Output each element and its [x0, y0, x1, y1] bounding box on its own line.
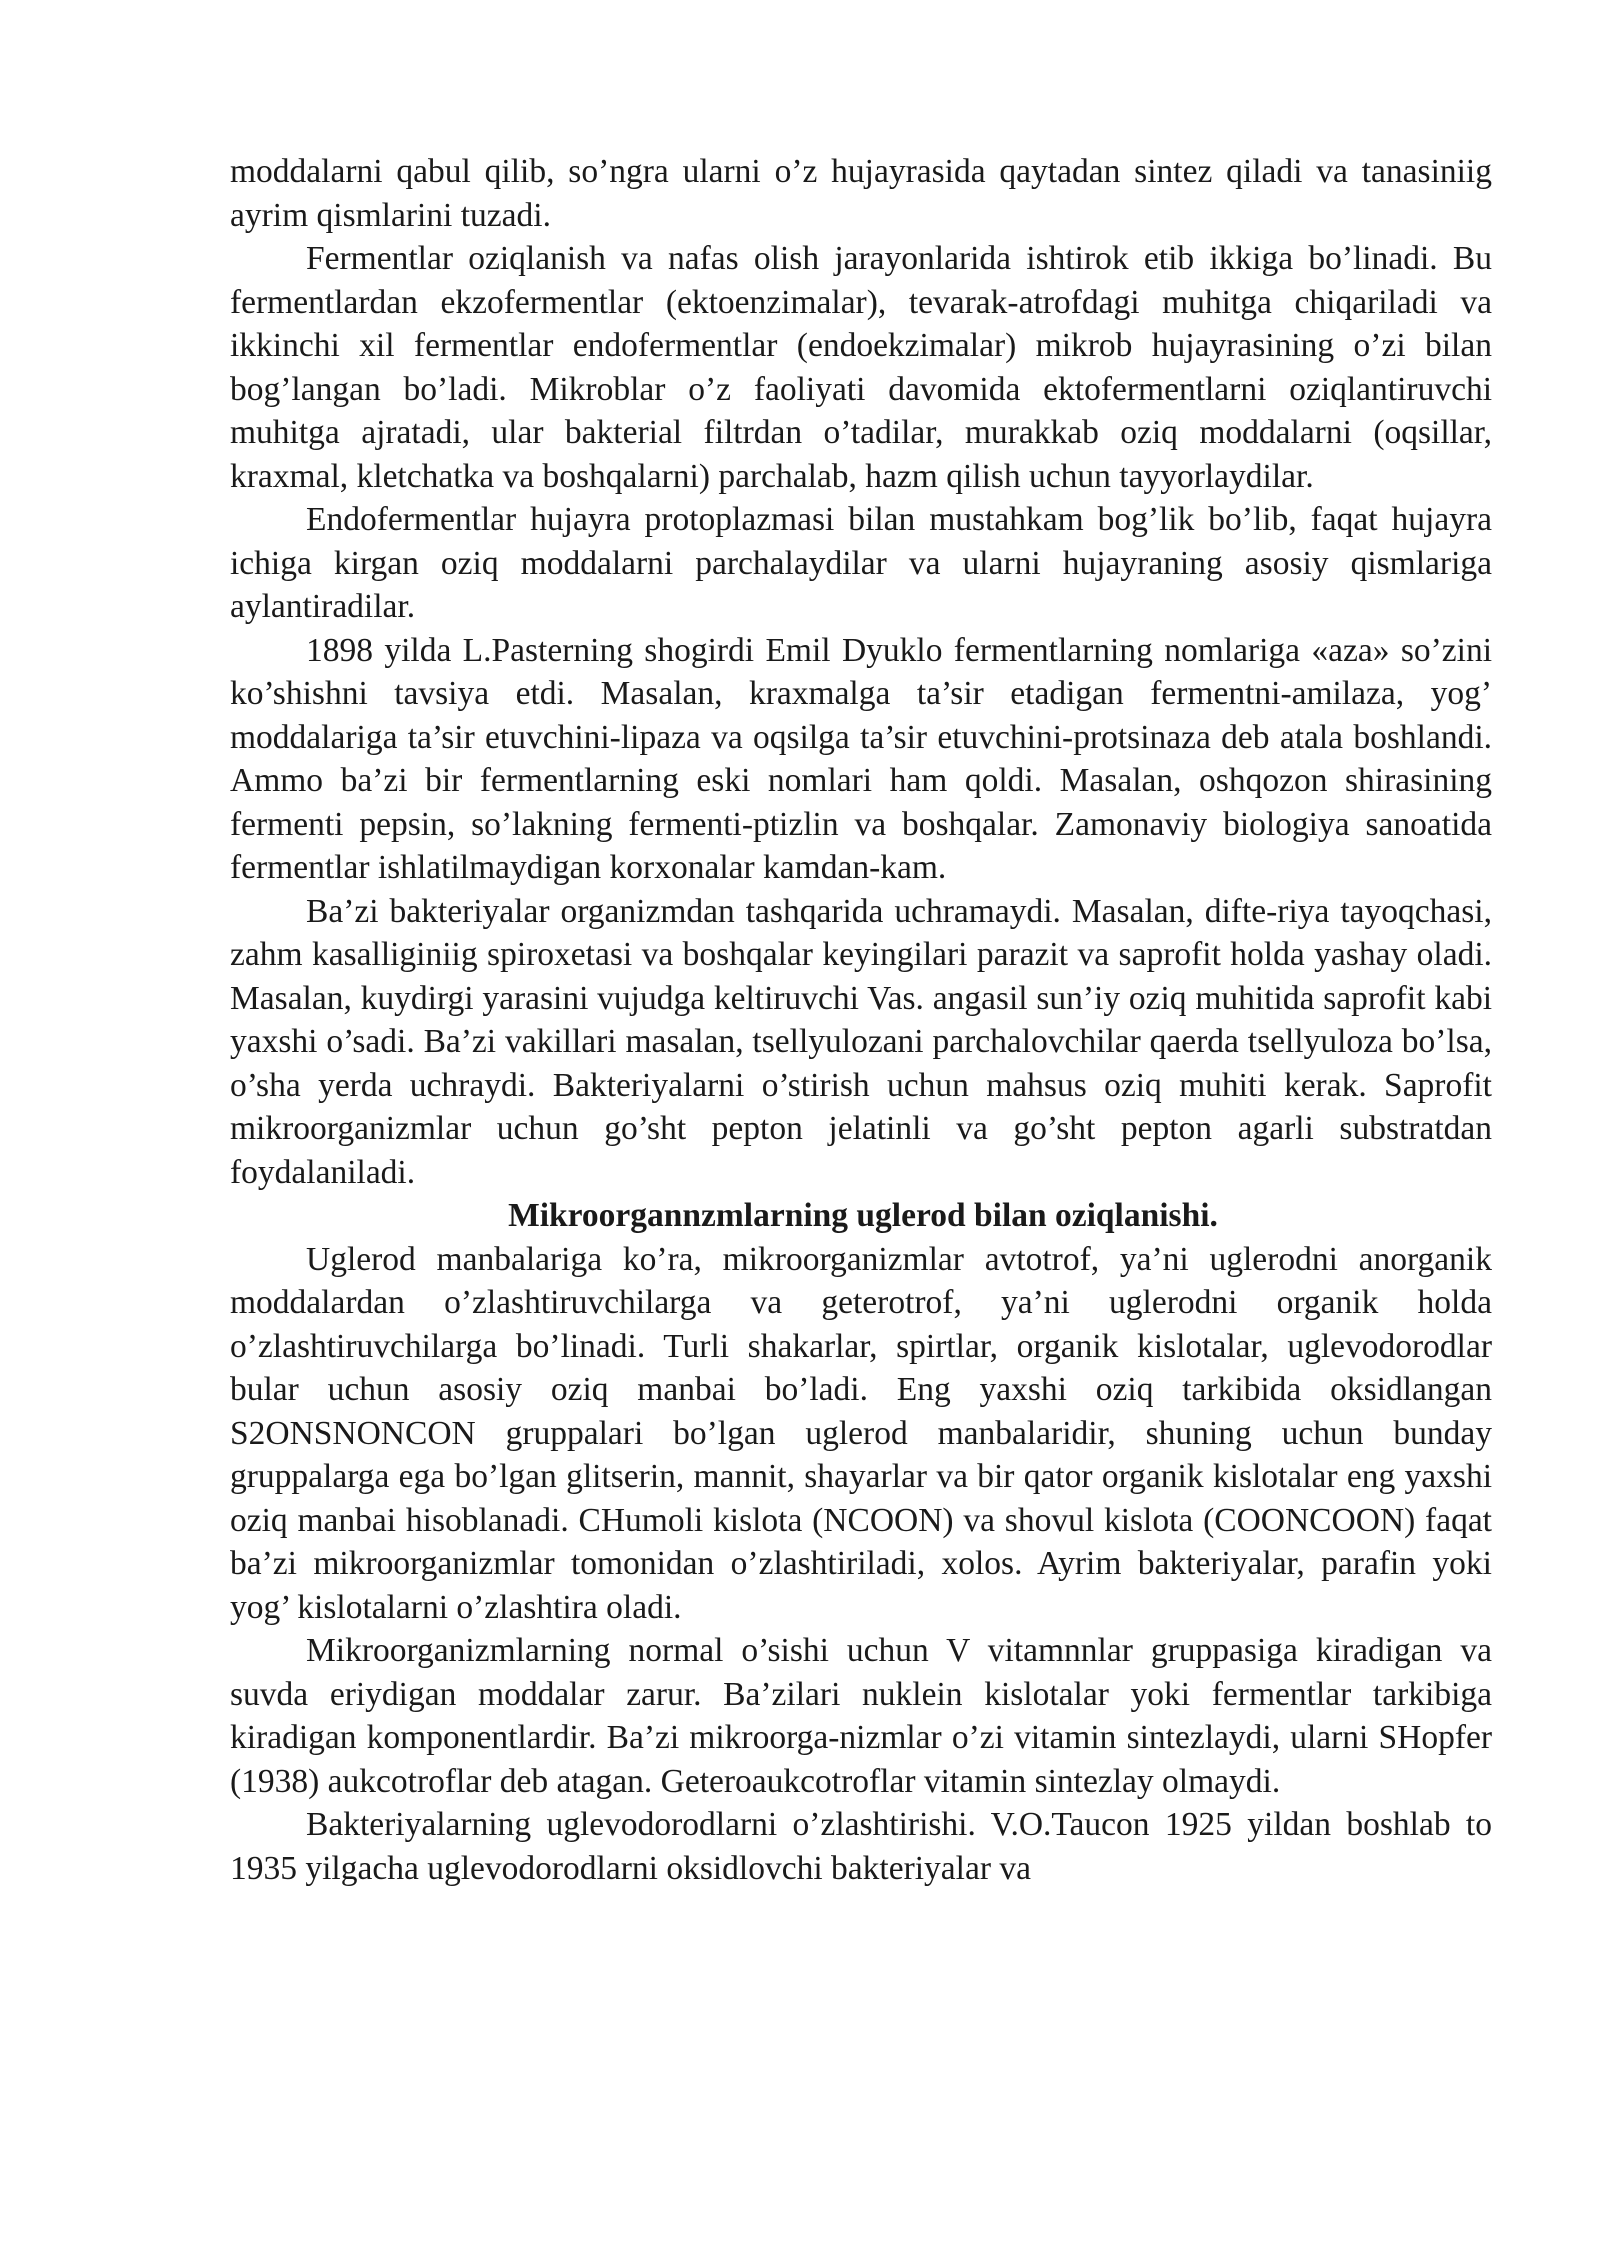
- paragraph-endofermentlar: Endofermentlar hujayra protoplazmasi bilan mustahkam bog’lik bo’lib, faqat hujayra ichiga kirgan oziq moddalarni parchalaydilar va ularni hujayraning asosiy qismlariga aylantiradilar.: [230, 501, 1492, 625]
- document-page: [230, 150, 1492, 1890]
- paragraph-vitaminlar: Mikroorganizmlarning normal o’sishi uchun V vitamnnlar gruppasiga kiradigan va suvda eriydigan moddalar zarur. Ba’zilari nuklein kislotalar yoki fermentlar tarkibiga kiradigan komponentlardir. Ba’zi mikroorga-nizmlar o’zi vitamin sintezlaydi, ularni SHopfer (1938) aukcotroflar deb atagan. Geteroaukcotroflar vitamin sintezlay olmaydi.: [230, 1632, 1492, 1800]
- section-heading: Mikroorgannzmlarning uglerod bilan oziqlanishi.: [508, 1197, 1218, 1234]
- paragraph-dyuklo: 1898 yilda L.Pasterning shogirdi Emil Dyuklo fermentlarning nomlariga «aza» so’zini ko’shishni tavsiya etdi. Masalan, kraxmalga ta’sir etadigan fermentni-amilaza, yog’ moddalariga ta’sir etuvchini-lipaza va oqsilga ta’sir etuvchini-protsinaza deb atala boshlandi. Ammo ba’zi bir fermentlarning eski nomlari ham qoldi. Masalan, oshqozon shirasining fermenti pepsin, so’lakning fermenti-ptizlin va boshqalar. Zamonaviy biologiya sanoatida fermentlar ishlatilmaydigan korxonalar kamdan-kam.: [230, 631, 1492, 886]
- paragraph-uglerod: Uglerod manbalariga ko’ra, mikroorganizmlar avtotrof, ya’ni uglerodni anorganik moddalardan o’zlashtiruvchilarga va geterotrof, ya’ni uglerodni organik holda o’zlashtiruvchilarga bo’linadi. Turli shakarlar, spirtlar, organik kislotalar, uglevodorodlar bular uchun asosiy oziq manbai bo’ladi. Eng yaxshi oziq tarkibida oksidlangan S2ONSNONCON gruppalari bo’lgan uglerod manbalaridir, shuning uchun bunday gruppalarga ega bo’lgan glitserin, mannit, shayarlar va bir qator organik kislotalar eng yaxshi oziq manbai hisoblanadi. CHumoli kislota (NCOON) va shovul kislota (COONCOON) faqat ba’zi mikroorganizmlar tomonidan o’zlashtiriladi, xolos. Ayrim bakteriyalar, parafin yoki yog’ kislotalarni o’zlashtira oladi.: [230, 1240, 1492, 1626]
- paragraph-uglevodorodlar: Bakteriyalarning uglevodorodlarni o’zlashtirishi. V.O.Taucon 1925 yildan boshlab to 1935 yilgacha uglevodorodlarni oksidlovchi bakteriyalar va: [230, 1806, 1492, 1887]
- paragraph-continuation: moddalarni qabul qilib, so’ngra ularni o’z hujayrasida qaytadan sintez qiladi va tanasiniig ayrim qismlarini tuzadi.: [230, 153, 1492, 234]
- paragraph-bakteriyalar: Ba’zi bakteriyalar organizmdan tashqarida uchramaydi. Masalan, difte-riya tayoqchasi, zahm kasalliginiig spiroxetasi va boshqalar keyingilari parazit va saprofit holda yashay oladi. Masalan, kuydirgi yarasini vujudga keltiruvchi Vas. angasil sun’iy oziq muhitida saprofit kabi yaxshi o’sadi. Ba’zi vakillari masalan, tsellyulozani parchalovchilar qaerda tsellyuloza bo’lsa, o’sha yerda uchraydi. Bakteriyalarni o’stirish uchun mahsus oziq muhiti kerak. Saprofit mikroorganizmlar uchun go’sht pepton jelatinli va go’sht pepton agarli substratdan foydalaniladi.: [230, 892, 1492, 1191]
- paragraph-fermentlar: Fermentlar oziqlanish va nafas olish jarayonlarida ishtirok etib ikkiga bo’linadi. Bu fermentlardan ekzofermentlar (ektoenzimalar), tevarak-atrofdagi muhitga chiqariladi va ikkinchi xil fermentlar endofermentlar (endoekzimalar) mikrob hujayrasining o’zi bilan bog’langan bo’ladi. Mikroblar o’z faoliyati davomida ektofermentlarni oziqlantiruvchi muhitga ajratadi, ular bakterial filtrdan o’tadilar, murakkab oziq moddalarni (oqsillar, kraxmal, kletchatka va boshqalarni) parchalab, hazm qilish uchun tayyorlaydilar.: [230, 240, 1492, 495]
